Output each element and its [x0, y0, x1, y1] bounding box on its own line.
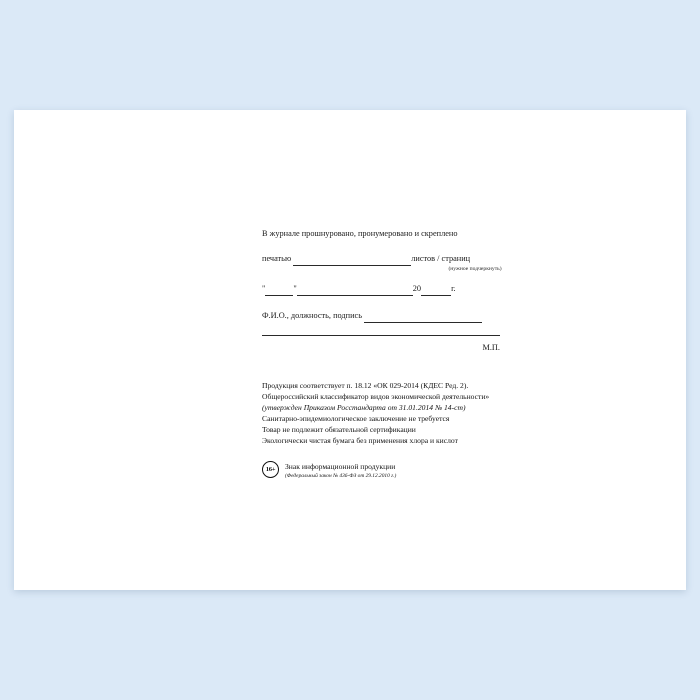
age-mark-text: [285, 460, 396, 481]
month-blank-rule[interactable]: [297, 286, 413, 296]
paper-note: Экологически чистая бумага без применения хлора и кислот: [262, 435, 458, 445]
date-line: [262, 283, 562, 296]
age-mark-law: (Федеральный закон № 436-ФЗ от 29.12.2010 г.): [285, 472, 397, 479]
underline-hint: (нужное подчеркнуть): [448, 265, 502, 272]
certification-line-1: В журнале прошнуровано, пронумеровано и скреплено: [262, 229, 458, 238]
stamp-place-label: М.П.: [482, 343, 500, 353]
sheets-pages-label: листов / страниц: [411, 253, 471, 263]
certification-line-2: [262, 253, 562, 274]
certification-note: Товар не подлежит обязательной сертификации: [262, 424, 416, 434]
document-content: [262, 228, 562, 481]
quote-close: ": [293, 284, 297, 294]
certification-block: [262, 228, 562, 355]
signature-label: Ф.И.О., должность, подпись: [262, 311, 362, 321]
okved-line-3: (утвержден Приказом Росстандарта от 31.01.2014 № 14-ст): [262, 402, 466, 412]
age-mark-title: Знак информационной продукции: [285, 461, 396, 471]
okved-line-1: Продукция соответствует п. 18.12 «ОК 029-2014 (КДЕС Ред. 2).: [262, 380, 469, 390]
year-prefix: 20: [412, 284, 422, 294]
day-blank-rule[interactable]: [265, 286, 293, 296]
sanitary-note: Санитарно-эпидемиологическое заключение не требуется: [262, 413, 450, 423]
quote-open: ": [262, 284, 266, 294]
signature-line: [262, 310, 562, 323]
signature-second-rule[interactable]: [262, 334, 500, 336]
stamp-blank-rule[interactable]: [293, 256, 411, 266]
age-rating-icon: 16+: [262, 461, 279, 478]
document-page: [14, 110, 686, 590]
okved-line-2: Общероссийский классификатор видов экономической деятельности»: [262, 391, 490, 401]
age-mark-row: [262, 460, 562, 481]
year-suffix: г.: [451, 284, 456, 294]
year-blank-rule[interactable]: [421, 286, 451, 296]
legal-block: [262, 380, 562, 481]
signature-blank-rule[interactable]: [364, 313, 482, 323]
stamp-prefix-label: печатью: [262, 253, 294, 263]
